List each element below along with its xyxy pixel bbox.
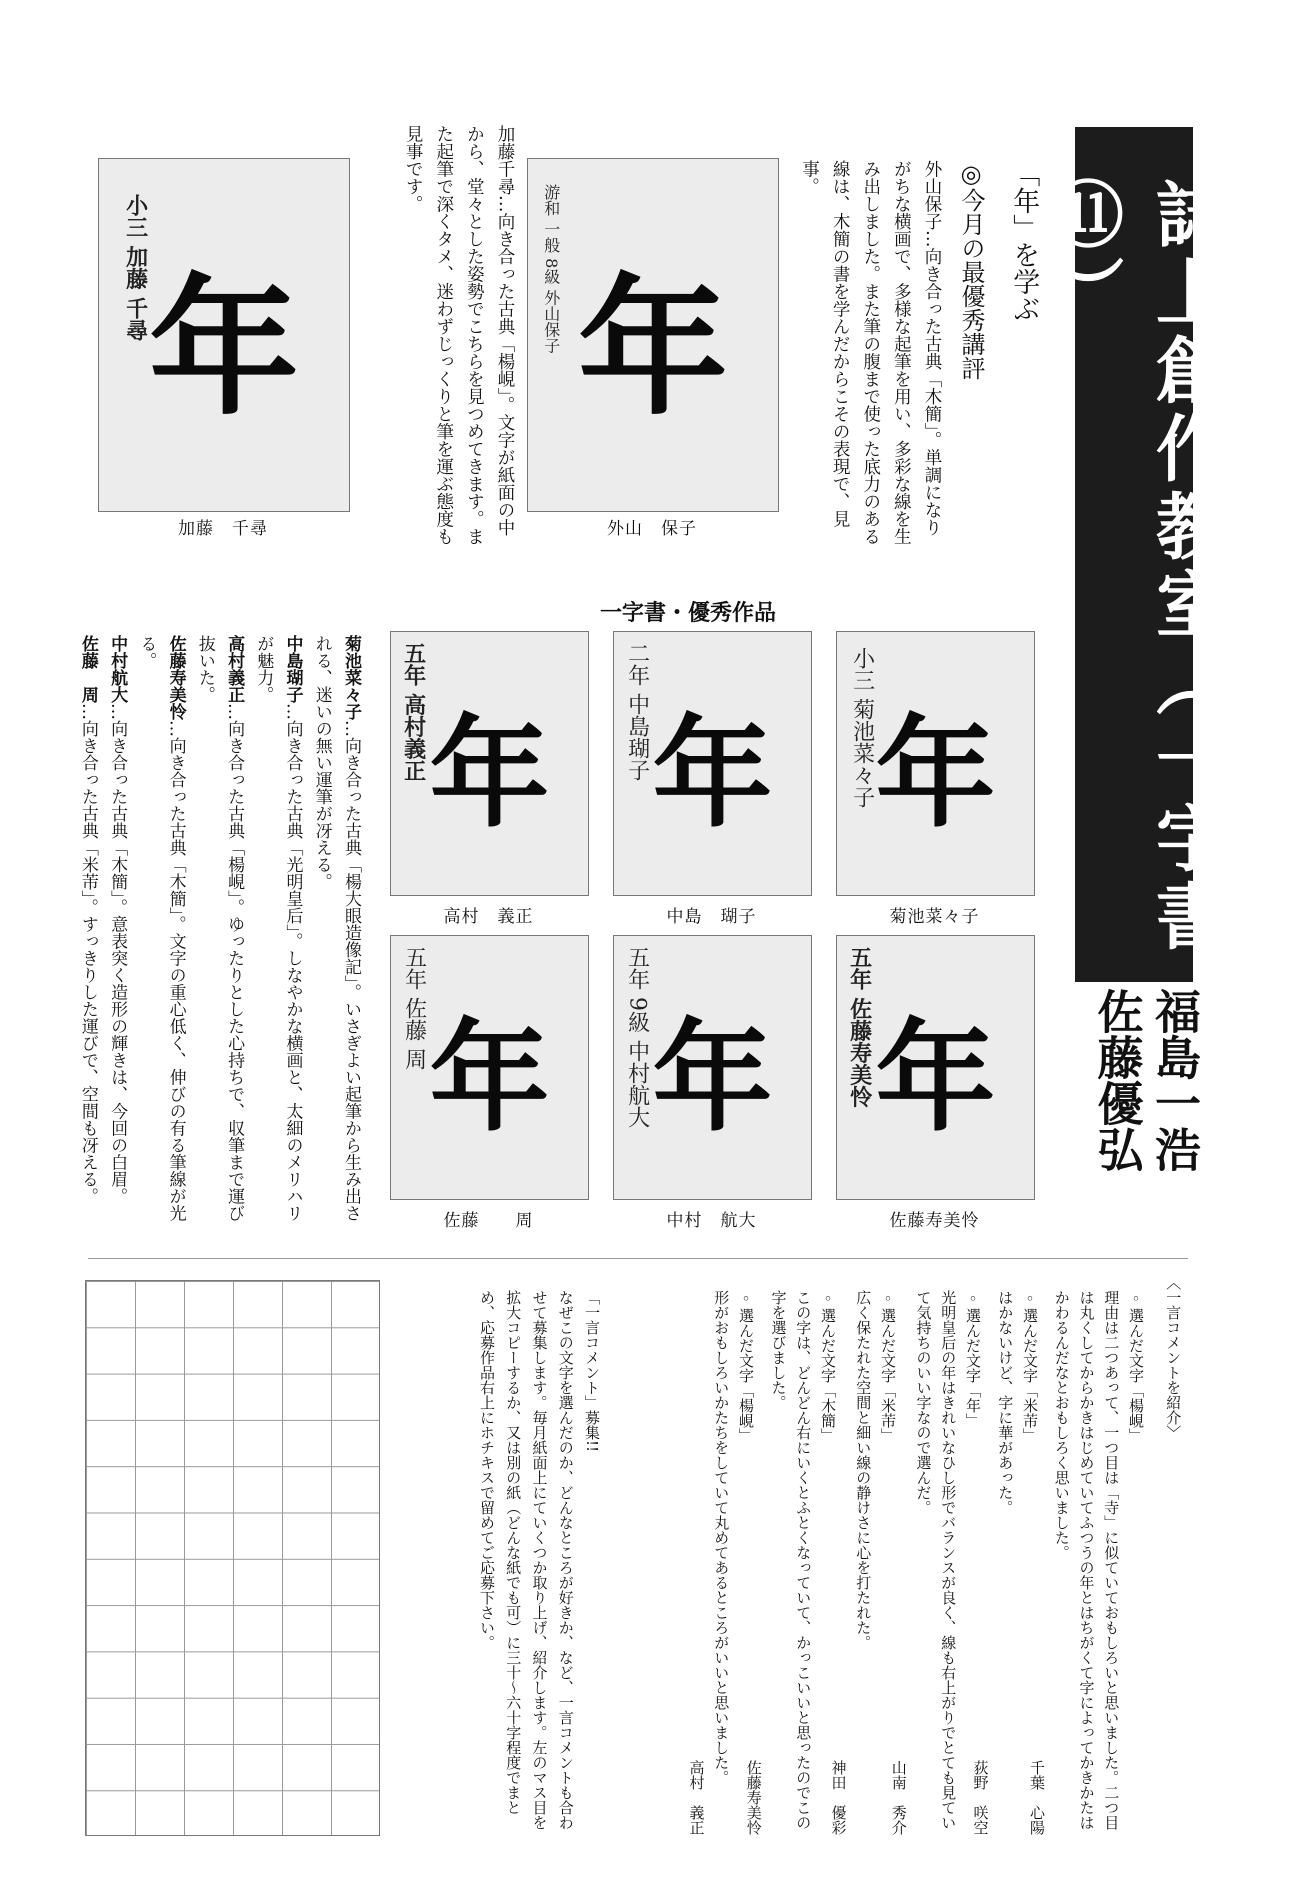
artwork-nakajima xyxy=(613,631,812,896)
artwork-side-label: 五年 9級 中村航大 xyxy=(624,946,650,1128)
artwork-kikuchi xyxy=(836,631,1035,896)
hitokoto-entry: ◦選んだ文字「年」 光明皇后の年はきれいなひし形でバランスが良く、線も右上がりでとても見ていて気持ちのいい字なので選んだ。 山南 秀介 xyxy=(889,1290,982,1835)
recruit-heading: 「一言コメント」募集!! xyxy=(583,1290,601,1453)
section-divider xyxy=(88,1258,1188,1259)
artwork-character: 年 xyxy=(429,1006,550,1148)
artwork-side-label: 小三 菊池菜々子 xyxy=(849,647,875,808)
artwork-kato xyxy=(98,158,350,512)
page-title: 誌上創作教室（一字書⑪） xyxy=(1075,127,1193,982)
artwork-nakamura xyxy=(613,935,812,1200)
artwork-sato-sumire xyxy=(836,935,1035,1200)
artwork-side-label: 小三 加藤 千尋 xyxy=(122,194,149,342)
artwork-character: 年 xyxy=(148,260,300,436)
artwork-toyama xyxy=(527,158,779,512)
work-comment: 中村航大…向き合った古典「木簡」。意表突く造形の輝きは、今回の白眉。 xyxy=(107,635,128,1205)
artwork-character: 年 xyxy=(875,1006,996,1148)
artwork-side-label: 五年 佐藤寿美怜 xyxy=(846,946,873,1108)
hitokoto-entry: ◦選んだ文字「米芾」 はかないけど、字に華があった。 荻野 咲空 xyxy=(971,1290,1039,1835)
artwork-character: 年 xyxy=(577,260,729,436)
section-title: 一字書・優秀作品 xyxy=(600,601,777,626)
artwork-caption: 中島 瑚子 xyxy=(666,907,757,927)
review-subheading: ◎今月の最優秀講評 xyxy=(957,160,985,380)
artwork-character: 年 xyxy=(652,1006,773,1148)
artwork-takamura xyxy=(390,631,589,896)
hitokoto-entry: ◦選んだ文字「木簡」 この字は、どんどん右にいくとふとくなっていて、かっこいいと思ったのでこの字を選びました。 佐藤寿美怜 xyxy=(744,1290,837,1835)
review-heading: 「年」を学ぶ xyxy=(1008,160,1040,322)
author-2: 佐藤優弘 xyxy=(1090,988,1145,1172)
hitokoto-entry: ◦選んだ文字「米芾」 広く保たれた空間と細い線の静けさに心を打たれた。 神田 優彩 xyxy=(829,1290,897,1835)
artwork-caption: 佐藤寿美怜 xyxy=(889,1211,980,1231)
artwork-character: 年 xyxy=(652,702,773,844)
author-1: 福島一浩 xyxy=(1148,988,1202,1172)
artwork-side-label: 五年 高村義正 xyxy=(400,642,427,782)
artwork-side-label: 二年 中島瑚子 xyxy=(624,642,650,781)
hitokoto-heading: 〈一言コメントを紹介〉 xyxy=(1164,1275,1183,1440)
review-item-toyama: 外山保子…向き合った古典「木簡」。単調になりがちな横画で、多様な起筆を用い、多彩な線を生み出しました。また筆の腹まで使った底力のある線は、木簡の書を学んだからこその表現で、見事。 xyxy=(799,160,942,545)
work-comments xyxy=(75,635,365,1235)
artwork-character: 年 xyxy=(429,702,550,844)
recruit-text: なぜこの文字を選んだのか、どんなところが好きか、など、一言コメントも合わせて募集します。毎月紙面上にていくつか取り上げ、紹介します。左のマス目を拡大コピーするか、又は別の紙（どんな紙でも可）に三十〜六十字程度でまとめ、応募作品右上にホチキスで留めてご応募下さい。 xyxy=(478,1290,575,1830)
work-comment: 高村義正…向き合った古典「楊峴」。ゆったりとした心持ちで、収筆まで運び抜いた。 xyxy=(194,635,245,1222)
work-comment: 佐藤 周…向き合った古典「米芾」。すっきりした運びで、空間も冴える。 xyxy=(77,635,98,1205)
artwork-caption: 外山 保子 xyxy=(607,519,697,539)
artwork-caption: 佐藤 周 xyxy=(443,1211,534,1231)
authors xyxy=(1088,988,1203,1208)
artwork-caption: 加藤 千尋 xyxy=(178,519,268,539)
artwork-side-label: 五年 佐藤 周 xyxy=(401,946,427,1070)
review-item-kato: 加藤千尋…向き合った古典「楊峴」。文字が紙面の中から、堂々とした姿勢でこちらを見つめてきます。また起筆で深くタメ、迷わずじっくりと筆を運ぶ態度も見事です。 xyxy=(403,125,515,545)
artwork-caption: 高村 義正 xyxy=(443,907,534,927)
artwork-caption: 菊池菜々子 xyxy=(889,907,980,927)
artwork-character: 年 xyxy=(875,702,996,844)
work-comment: 菊池菜々子…向き合った古典「楊大眼造像記」。いさぎよい起筆から生み出される、迷いの無い運筆が冴える。 xyxy=(311,635,361,1222)
work-comment: 佐藤寿美怜…向き合った古典「木簡」。文字の重心低く、伸びの有る筆線が光る。 xyxy=(136,635,186,1222)
artwork-sato-amane xyxy=(390,935,589,1200)
recruit-notice xyxy=(395,1290,605,1835)
hitokoto-entry: ◦選んだ文字「楊峴」 形がおもしろいかたちをしていて丸めてあるところがいいと思いました。 高村 義正 xyxy=(687,1290,755,1835)
comment-entry-grid xyxy=(85,1280,380,1836)
hitokoto-entry: ◦選んだ文字「楊峴」 理由は二つあって、一つ目は「寺」に似ていておもしろいと思いました。二つ目は丸くしてからかきはじめていてふつうの年とはちがくて字によってかきかたはかわるんだなとおもしろく思いました。 千葉 心陽 xyxy=(1028,1290,1145,1835)
work-comment: 中島瑚子…向き合った古典「光明皇后」。しなやかな横画と、太細のメリハリが魅力。 xyxy=(253,635,303,1222)
artwork-side-label: 游和 一般 8級 外山保子 xyxy=(541,184,561,354)
artwork-caption: 中村 航大 xyxy=(666,1211,757,1231)
